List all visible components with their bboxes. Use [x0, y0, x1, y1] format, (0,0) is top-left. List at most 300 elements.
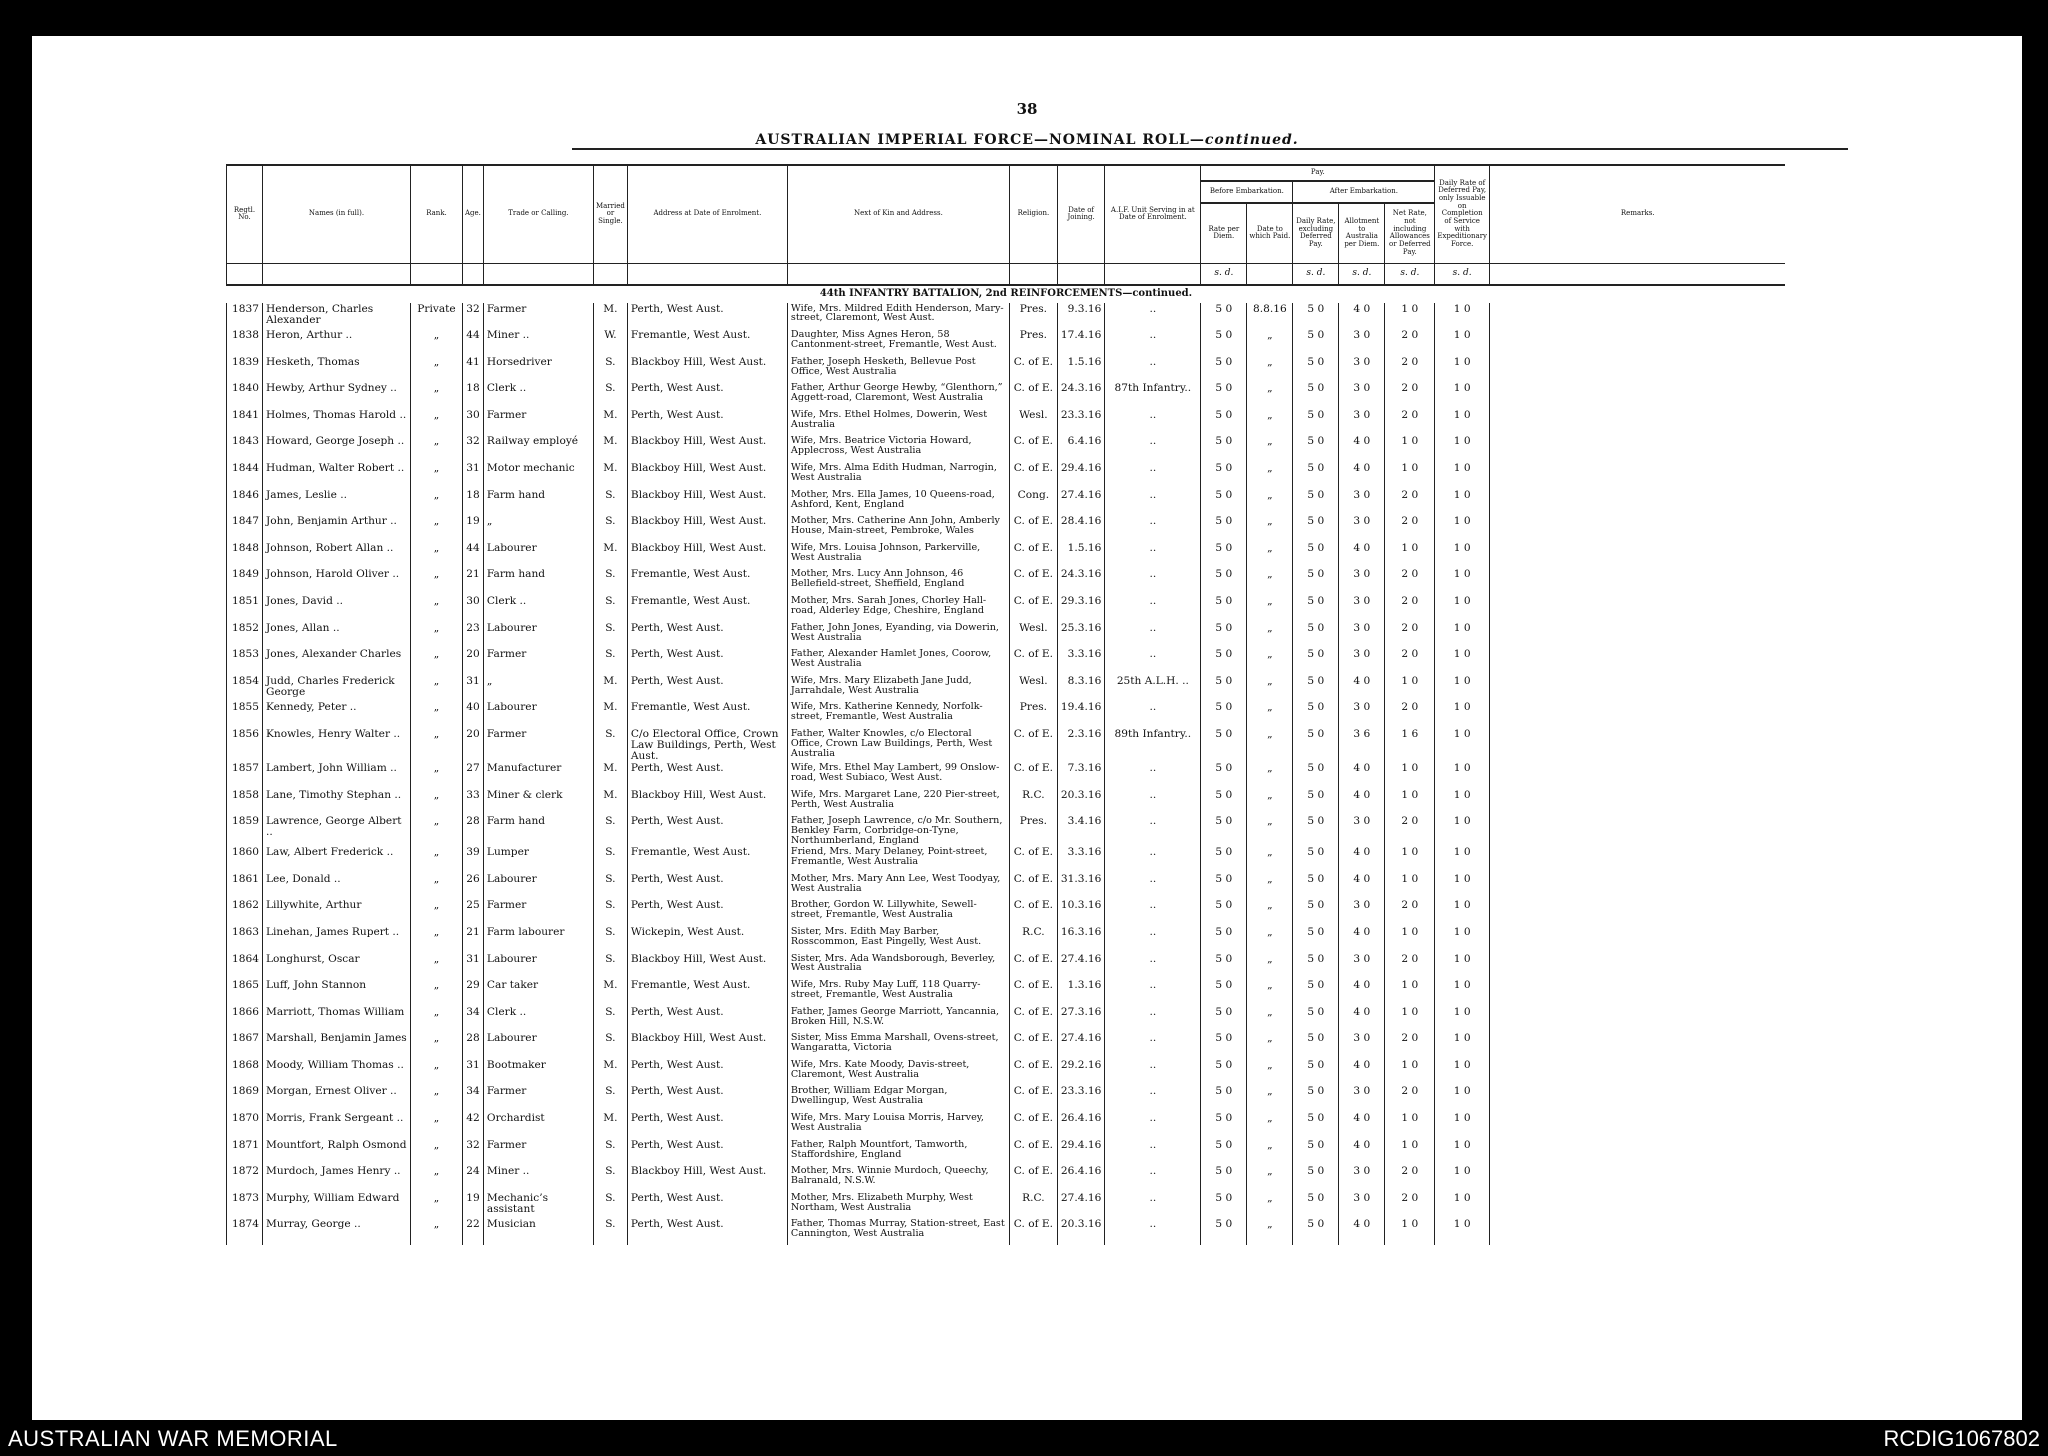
- cell-daily-rate: 5 0: [1293, 622, 1339, 649]
- cell-date-paid: „: [1247, 789, 1293, 816]
- cell-rank: „: [411, 873, 463, 900]
- cell-name: Moody, William Thomas ..: [263, 1059, 411, 1086]
- cell-religion: C. of E.: [1009, 648, 1057, 675]
- cell-net-rate: 2 0: [1385, 701, 1435, 728]
- cell-allotment: 4 0: [1339, 542, 1385, 569]
- cell-married: M.: [593, 542, 627, 569]
- cell-date-paid: „: [1247, 356, 1293, 383]
- cell-married: M.: [593, 435, 627, 462]
- cell-rank: „: [411, 622, 463, 649]
- cell-address: Fremantle, West Aust.: [627, 701, 787, 728]
- table-row: [227, 846, 1786, 873]
- cell-trade: Manufacturer: [483, 762, 593, 789]
- cell-date-joining: 29.3.16: [1057, 595, 1104, 622]
- cell-date-paid: „: [1247, 622, 1293, 649]
- cell-aif-unit: ..: [1105, 462, 1201, 489]
- cell-date-joining: 27.4.16: [1057, 1032, 1104, 1059]
- cell-date-paid: „: [1247, 1139, 1293, 1166]
- cell-deferred-pay: 1 0: [1435, 926, 1490, 953]
- cell-married: M.: [593, 675, 627, 702]
- cell-deferred-pay: 1 0: [1435, 462, 1490, 489]
- cell-deferred-pay: 1 0: [1435, 622, 1490, 649]
- cell-next-of-kin: Mother, Mrs. Lucy Ann Johnson, 46 Bellefield-street, Sheffield, England: [787, 568, 1009, 595]
- cell-rank: „: [411, 1085, 463, 1112]
- cell-date-paid: „: [1247, 382, 1293, 409]
- cell-religion: C. of E.: [1009, 356, 1057, 383]
- cell-rank: „: [411, 1059, 463, 1086]
- cell-date-paid: „: [1247, 899, 1293, 926]
- col-daily-rate: Daily Rate, excluding Deferred Pay.: [1293, 203, 1339, 263]
- cell-net-rate: 1 0: [1385, 462, 1435, 489]
- table-row: [227, 303, 1786, 330]
- cell-date-paid: „: [1247, 329, 1293, 356]
- cell-deferred-pay: 1 0: [1435, 1085, 1490, 1112]
- cell-trade: Miner & clerk: [483, 789, 593, 816]
- cell-deferred-pay: 1 0: [1435, 1032, 1490, 1059]
- cell-rank: „: [411, 648, 463, 675]
- cell-daily-rate: 5 0: [1293, 979, 1339, 1006]
- cell-religion: C. of E.: [1009, 979, 1057, 1006]
- section-heading-row: [227, 285, 1786, 303]
- cell-trade: Mechanic’s assistant: [483, 1192, 593, 1219]
- cell-remarks: [1489, 873, 1785, 900]
- cell-remarks: [1489, 1139, 1785, 1166]
- cell-aif-unit: ..: [1105, 1165, 1201, 1192]
- cell-net-rate: 2 0: [1385, 1032, 1435, 1059]
- cell-net-rate: 2 0: [1385, 356, 1435, 383]
- cell-daily-rate: 5 0: [1293, 846, 1339, 873]
- cell-regtl-no: 1870: [227, 1112, 263, 1139]
- cell-address: Blackboy Hill, West Aust.: [627, 542, 787, 569]
- cell-married: S.: [593, 1032, 627, 1059]
- cell-married: S.: [593, 1192, 627, 1219]
- cell-daily-rate: 5 0: [1293, 409, 1339, 436]
- cell-regtl-no: 1873: [227, 1192, 263, 1219]
- cell-remarks: [1489, 815, 1785, 846]
- cell-married: S.: [593, 489, 627, 516]
- cell-remarks: [1489, 1112, 1785, 1139]
- cell-rank: „: [411, 899, 463, 926]
- cell-next-of-kin: Wife, Mrs. Mary Elizabeth Jane Judd, Jarrahdale, West Australia: [787, 675, 1009, 702]
- cell-rank: „: [411, 846, 463, 873]
- cell-rank: „: [411, 1006, 463, 1033]
- table-row: [227, 1192, 1786, 1219]
- cell-daily-rate: 5 0: [1293, 873, 1339, 900]
- cell-date-joining: 27.4.16: [1057, 489, 1104, 516]
- cell-next-of-kin: Friend, Mrs. Mary Delaney, Point-street, Fremantle, West Australia: [787, 846, 1009, 873]
- cell-address: C/o Electoral Office, Crown Law Buildings, Perth, West Aust.: [627, 728, 787, 762]
- cell-deferred-pay: 1 0: [1435, 356, 1490, 383]
- unit-label: s. d.: [1385, 263, 1435, 285]
- cell-date-joining: 3.4.16: [1057, 815, 1104, 846]
- cell-daily-rate: 5 0: [1293, 1192, 1339, 1219]
- cell-name: James, Leslie ..: [263, 489, 411, 516]
- cell-age: 18: [463, 489, 484, 516]
- table-row: [227, 1218, 1786, 1245]
- cell-age: 21: [463, 568, 484, 595]
- cell-date-joining: 10.3.16: [1057, 899, 1104, 926]
- cell-married: S.: [593, 382, 627, 409]
- cell-trade: „: [483, 675, 593, 702]
- cell-married: S.: [593, 1218, 627, 1245]
- cell-date-joining: 19.4.16: [1057, 701, 1104, 728]
- cell-net-rate: 2 0: [1385, 1165, 1435, 1192]
- cell-next-of-kin: Wife, Mrs. Louisa Johnson, Parkerville, West Australia: [787, 542, 1009, 569]
- cell-trade: „: [483, 515, 593, 542]
- cell-aif-unit: ..: [1105, 899, 1201, 926]
- cell-rank: „: [411, 675, 463, 702]
- cell-aif-unit: ..: [1105, 815, 1201, 846]
- unit-label: s. d.: [1201, 263, 1247, 285]
- cell-allotment: 4 0: [1339, 1218, 1385, 1245]
- cell-daily-rate: 5 0: [1293, 462, 1339, 489]
- cell-married: S.: [593, 953, 627, 980]
- cell-regtl-no: 1844: [227, 462, 263, 489]
- cell-address: Blackboy Hill, West Aust.: [627, 435, 787, 462]
- cell-daily-rate: 5 0: [1293, 568, 1339, 595]
- col-deferred-pay: Daily Rate of Deferred Pay, only Issuable on Completion of Service with Expeditionary Force.: [1435, 165, 1490, 263]
- cell-married: S.: [593, 873, 627, 900]
- cell-net-rate: 1 0: [1385, 1006, 1435, 1033]
- cell-date-paid: „: [1247, 542, 1293, 569]
- cell-rank: „: [411, 701, 463, 728]
- cell-date-joining: 25.3.16: [1057, 622, 1104, 649]
- cell-date-joining: 29.2.16: [1057, 1059, 1104, 1086]
- cell-religion: R.C.: [1009, 926, 1057, 953]
- cell-name: Lambert, John William ..: [263, 762, 411, 789]
- roll-page: [32, 36, 2022, 1420]
- cell-aif-unit: ..: [1105, 873, 1201, 900]
- cell-allotment: 4 0: [1339, 303, 1385, 330]
- cell-married: S.: [593, 356, 627, 383]
- cell-trade: Farm hand: [483, 815, 593, 846]
- cell-religion: C. of E.: [1009, 1139, 1057, 1166]
- cell-date-paid: „: [1247, 515, 1293, 542]
- cell-religion: Pres.: [1009, 329, 1057, 356]
- cell-trade: Labourer: [483, 873, 593, 900]
- cell-aif-unit: ..: [1105, 1032, 1201, 1059]
- cell-remarks: [1489, 926, 1785, 953]
- cell-religion: Wesl.: [1009, 409, 1057, 436]
- cell-rate-per-diem: 5 0: [1201, 1165, 1247, 1192]
- title-rule: [572, 148, 1848, 150]
- cell-daily-rate: 5 0: [1293, 1139, 1339, 1166]
- cell-age: 33: [463, 789, 484, 816]
- table-row: [227, 979, 1786, 1006]
- section-heading: 44th INFANTRY BATTALION, 2nd REINFORCEMENTS—continued.: [819, 287, 1193, 299]
- cell-remarks: [1489, 701, 1785, 728]
- cell-rank: „: [411, 542, 463, 569]
- cell-date-joining: 6.4.16: [1057, 435, 1104, 462]
- cell-religion: C. of E.: [1009, 568, 1057, 595]
- cell-date-paid: „: [1247, 979, 1293, 1006]
- cell-allotment: 3 0: [1339, 701, 1385, 728]
- cell-trade: Farmer: [483, 1085, 593, 1112]
- cell-allotment: 3 0: [1339, 409, 1385, 436]
- cell-remarks: [1489, 1165, 1785, 1192]
- table-row: [227, 329, 1786, 356]
- cell-regtl-no: 1868: [227, 1059, 263, 1086]
- cell-married: S.: [593, 595, 627, 622]
- cell-age: 18: [463, 382, 484, 409]
- cell-net-rate: 1 0: [1385, 1218, 1435, 1245]
- cell-age: 30: [463, 409, 484, 436]
- cell-daily-rate: 5 0: [1293, 489, 1339, 516]
- cell-address: Perth, West Aust.: [627, 303, 787, 330]
- cell-name: Henderson, Charles Alexander: [263, 303, 411, 330]
- cell-date-joining: 26.4.16: [1057, 1112, 1104, 1139]
- cell-date-paid: „: [1247, 926, 1293, 953]
- cell-daily-rate: 5 0: [1293, 542, 1339, 569]
- cell-name: Murray, George ..: [263, 1218, 411, 1245]
- cell-rate-per-diem: 5 0: [1201, 762, 1247, 789]
- cell-regtl-no: 1863: [227, 926, 263, 953]
- cell-trade: Labourer: [483, 953, 593, 980]
- cell-rank: „: [411, 926, 463, 953]
- cell-remarks: [1489, 953, 1785, 980]
- cell-religion: Cong.: [1009, 489, 1057, 516]
- cell-aif-unit: ..: [1105, 515, 1201, 542]
- cell-rate-per-diem: 5 0: [1201, 1085, 1247, 1112]
- cell-date-joining: 7.3.16: [1057, 762, 1104, 789]
- cell-trade: Motor mechanic: [483, 462, 593, 489]
- cell-net-rate: 1 0: [1385, 1112, 1435, 1139]
- cell-next-of-kin: Father, Arthur George Hewby, “Glenthorn,” Aggett-road, Claremont, West Australia: [787, 382, 1009, 409]
- cell-remarks: [1489, 899, 1785, 926]
- cell-trade: Bootmaker: [483, 1059, 593, 1086]
- cell-married: M.: [593, 789, 627, 816]
- cell-date-joining: 2.3.16: [1057, 728, 1104, 762]
- cell-allotment: 3 0: [1339, 1165, 1385, 1192]
- cell-allotment: 3 0: [1339, 1032, 1385, 1059]
- table-row: [227, 701, 1786, 728]
- cell-net-rate: 1 0: [1385, 542, 1435, 569]
- cell-daily-rate: 5 0: [1293, 1059, 1339, 1086]
- cell-next-of-kin: Wife, Mrs. Beatrice Victoria Howard, Applecross, West Australia: [787, 435, 1009, 462]
- table-row: [227, 568, 1786, 595]
- cell-rate-per-diem: 5 0: [1201, 675, 1247, 702]
- cell-remarks: [1489, 489, 1785, 516]
- cell-name: Hesketh, Thomas: [263, 356, 411, 383]
- cell-religion: C. of E.: [1009, 873, 1057, 900]
- cell-next-of-kin: Wife, Mrs. Ethel Holmes, Dowerin, West Australia: [787, 409, 1009, 436]
- cell-date-paid: „: [1247, 1165, 1293, 1192]
- cell-rank: „: [411, 489, 463, 516]
- cell-date-joining: 1.5.16: [1057, 542, 1104, 569]
- cell-rate-per-diem: 5 0: [1201, 648, 1247, 675]
- cell-married: S.: [593, 1085, 627, 1112]
- cell-trade: Farmer: [483, 728, 593, 762]
- cell-allotment: 3 0: [1339, 489, 1385, 516]
- cell-next-of-kin: Father, Alexander Hamlet Jones, Coorow, West Australia: [787, 648, 1009, 675]
- cell-name: John, Benjamin Arthur ..: [263, 515, 411, 542]
- cell-deferred-pay: 1 0: [1435, 648, 1490, 675]
- cell-religion: R.C.: [1009, 789, 1057, 816]
- cell-age: 44: [463, 329, 484, 356]
- cell-address: Blackboy Hill, West Aust.: [627, 1032, 787, 1059]
- cell-rank: „: [411, 815, 463, 846]
- cell-next-of-kin: Father, Thomas Murray, Station-street, East Cannington, West Australia: [787, 1218, 1009, 1245]
- cell-name: Lawrence, George Albert ..: [263, 815, 411, 846]
- cell-trade: Labourer: [483, 622, 593, 649]
- cell-remarks: [1489, 515, 1785, 542]
- cell-aif-unit: ..: [1105, 1218, 1201, 1245]
- cell-daily-rate: 5 0: [1293, 435, 1339, 462]
- cell-regtl-no: 1872: [227, 1165, 263, 1192]
- cell-remarks: [1489, 648, 1785, 675]
- cell-deferred-pay: 1 0: [1435, 515, 1490, 542]
- cell-age: 28: [463, 1032, 484, 1059]
- cell-next-of-kin: Wife, Mrs. Alma Edith Hudman, Narrogin, West Australia: [787, 462, 1009, 489]
- cell-date-paid: „: [1247, 489, 1293, 516]
- cell-rate-per-diem: 5 0: [1201, 435, 1247, 462]
- cell-name: Heron, Arthur ..: [263, 329, 411, 356]
- cell-trade: Farmer: [483, 648, 593, 675]
- roll-body: [227, 285, 1786, 1246]
- cell-allotment: 4 0: [1339, 462, 1385, 489]
- unit-label: s. d.: [1293, 263, 1339, 285]
- col-next-of-kin: Next of Kin and Address.: [787, 165, 1009, 263]
- cell-daily-rate: 5 0: [1293, 1218, 1339, 1245]
- cell-rate-per-diem: 5 0: [1201, 356, 1247, 383]
- cell-name: Lillywhite, Arthur: [263, 899, 411, 926]
- cell-age: 24: [463, 1165, 484, 1192]
- cell-trade: Miner ..: [483, 329, 593, 356]
- cell-religion: C. of E.: [1009, 762, 1057, 789]
- cell-age: 19: [463, 1192, 484, 1219]
- cell-regtl-no: 1848: [227, 542, 263, 569]
- cell-net-rate: 1 0: [1385, 435, 1435, 462]
- cell-date-paid: „: [1247, 846, 1293, 873]
- cell-allotment: 4 0: [1339, 926, 1385, 953]
- table-row: [227, 873, 1786, 900]
- cell-deferred-pay: 1 0: [1435, 675, 1490, 702]
- cell-date-paid: „: [1247, 462, 1293, 489]
- cell-aif-unit: ..: [1105, 1139, 1201, 1166]
- col-allotment: Allotment to Australia per Diem.: [1339, 203, 1385, 263]
- cell-deferred-pay: 1 0: [1435, 489, 1490, 516]
- cell-allotment: 4 0: [1339, 873, 1385, 900]
- cell-net-rate: 2 0: [1385, 515, 1435, 542]
- cell-trade: Farm hand: [483, 568, 593, 595]
- cell-aif-unit: ..: [1105, 1006, 1201, 1033]
- table-row: [227, 899, 1786, 926]
- cell-address: Perth, West Aust.: [627, 815, 787, 846]
- table-row: [227, 356, 1786, 383]
- cell-married: S.: [593, 846, 627, 873]
- cell-regtl-no: 1871: [227, 1139, 263, 1166]
- table-row: [227, 595, 1786, 622]
- cell-deferred-pay: 1 0: [1435, 1218, 1490, 1245]
- cell-religion: C. of E.: [1009, 1085, 1057, 1112]
- cell-married: S.: [593, 728, 627, 762]
- cell-date-joining: 9.3.16: [1057, 303, 1104, 330]
- cell-regtl-no: 1866: [227, 1006, 263, 1033]
- cell-remarks: [1489, 542, 1785, 569]
- cell-remarks: [1489, 1059, 1785, 1086]
- cell-allotment: 3 0: [1339, 648, 1385, 675]
- cell-next-of-kin: Mother, Mrs. Sarah Jones, Chorley Hall-road, Alderley Edge, Cheshire, England: [787, 595, 1009, 622]
- cell-date-joining: 8.3.16: [1057, 675, 1104, 702]
- cell-name: Lee, Donald ..: [263, 873, 411, 900]
- cell-aif-unit: ..: [1105, 595, 1201, 622]
- cell-address: Blackboy Hill, West Aust.: [627, 356, 787, 383]
- cell-aif-unit: ..: [1105, 762, 1201, 789]
- cell-rank: „: [411, 409, 463, 436]
- table-row: [227, 462, 1786, 489]
- col-before-embarkation: Before Embarkation.: [1201, 181, 1293, 203]
- cell-rank: „: [411, 789, 463, 816]
- page-title: [32, 132, 2022, 148]
- table-row: [227, 382, 1786, 409]
- cell-name: Johnson, Robert Allan ..: [263, 542, 411, 569]
- cell-aif-unit: ..: [1105, 542, 1201, 569]
- cell-aif-unit: ..: [1105, 648, 1201, 675]
- cell-remarks: [1489, 329, 1785, 356]
- cell-religion: C. of E.: [1009, 595, 1057, 622]
- cell-rank: „: [411, 356, 463, 383]
- cell-rate-per-diem: 5 0: [1201, 926, 1247, 953]
- cell-rate-per-diem: 5 0: [1201, 622, 1247, 649]
- cell-trade: Miner ..: [483, 1165, 593, 1192]
- cell-age: 42: [463, 1112, 484, 1139]
- cell-address: Fremantle, West Aust.: [627, 329, 787, 356]
- cell-address: Perth, West Aust.: [627, 1139, 787, 1166]
- cell-name: Linehan, James Rupert ..: [263, 926, 411, 953]
- cell-net-rate: 2 0: [1385, 1192, 1435, 1219]
- cell-net-rate: 2 0: [1385, 382, 1435, 409]
- cell-date-paid: „: [1247, 762, 1293, 789]
- cell-address: Blackboy Hill, West Aust.: [627, 789, 787, 816]
- cell-name: Jones, Alexander Charles: [263, 648, 411, 675]
- cell-daily-rate: 5 0: [1293, 595, 1339, 622]
- cell-trade: Orchardist: [483, 1112, 593, 1139]
- unit-label: s. d.: [1435, 263, 1490, 285]
- cell-allotment: 4 0: [1339, 846, 1385, 873]
- cell-address: Blackboy Hill, West Aust.: [627, 1165, 787, 1192]
- col-trade: Trade or Calling.: [483, 165, 593, 263]
- cell-date-joining: 27.4.16: [1057, 953, 1104, 980]
- cell-date-joining: 17.4.16: [1057, 329, 1104, 356]
- cell-married: W.: [593, 329, 627, 356]
- cell-allotment: 4 0: [1339, 435, 1385, 462]
- cell-rank: Private: [411, 303, 463, 330]
- cell-religion: C. of E.: [1009, 1112, 1057, 1139]
- col-remarks: Remarks.: [1489, 165, 1785, 263]
- cell-date-joining: 27.3.16: [1057, 1006, 1104, 1033]
- cell-address: Perth, West Aust.: [627, 1059, 787, 1086]
- cell-net-rate: 2 0: [1385, 648, 1435, 675]
- cell-name: Knowles, Henry Walter ..: [263, 728, 411, 762]
- cell-age: 39: [463, 846, 484, 873]
- cell-rate-per-diem: 5 0: [1201, 382, 1247, 409]
- cell-deferred-pay: 1 0: [1435, 728, 1490, 762]
- cell-regtl-no: 1839: [227, 356, 263, 383]
- cell-regtl-no: 1867: [227, 1032, 263, 1059]
- cell-regtl-no: 1846: [227, 489, 263, 516]
- cell-rank: „: [411, 728, 463, 762]
- cell-religion: Pres.: [1009, 701, 1057, 728]
- cell-remarks: [1489, 595, 1785, 622]
- cell-aif-unit: 87th Infantry..: [1105, 382, 1201, 409]
- cell-date-joining: 20.3.16: [1057, 789, 1104, 816]
- cell-date-paid: „: [1247, 435, 1293, 462]
- cell-date-joining: 31.3.16: [1057, 873, 1104, 900]
- col-after-embarkation: After Embarkation.: [1293, 181, 1435, 203]
- cell-aif-unit: ..: [1105, 701, 1201, 728]
- cell-trade: Farm labourer: [483, 926, 593, 953]
- cell-trade: Labourer: [483, 701, 593, 728]
